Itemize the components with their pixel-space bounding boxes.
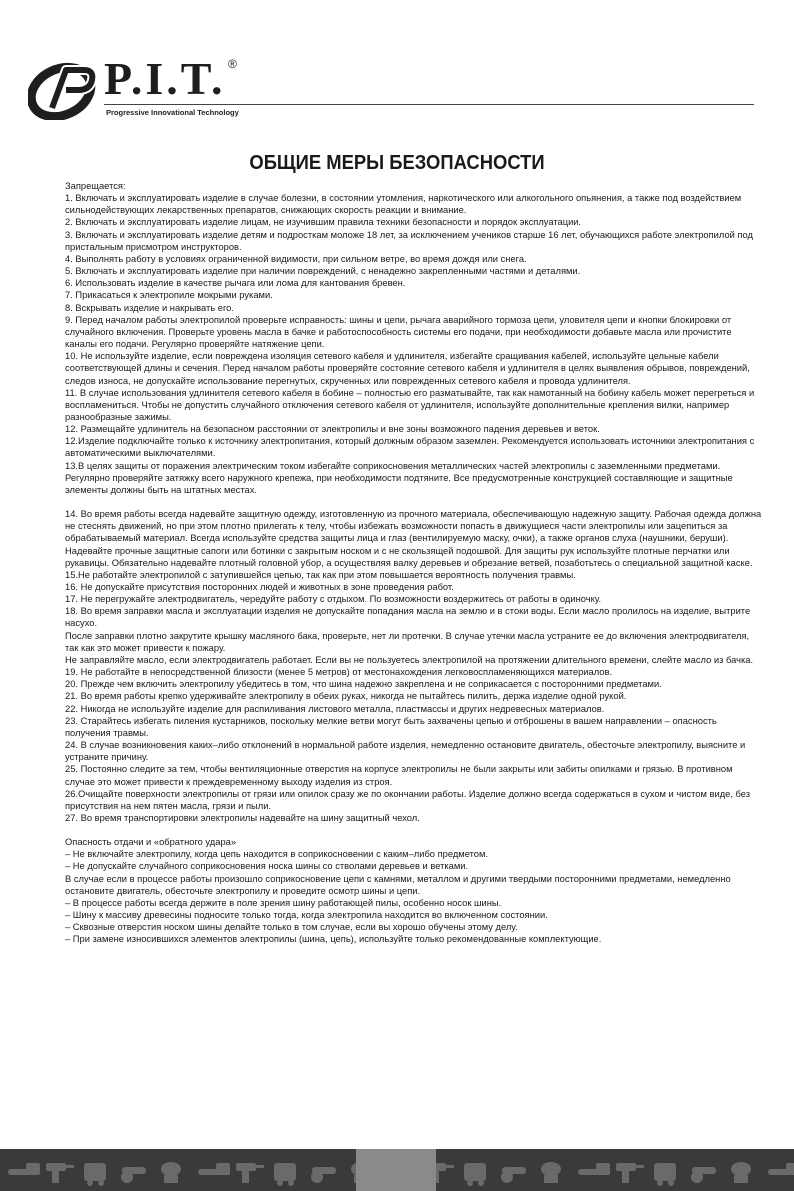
list-item: 26.Очищайте поверхности электропилы от грязи или опилок сразу же по окончании работы. Изделие должно всегда содержаться в сухом и чистом виде, без присутствия на нем пятен масла, грязи и пыли. (65, 788, 751, 811)
kickback-section (65, 836, 765, 945)
list-item: Регулярно проверяйте затяжку всего наружного крепежа, при необходимости подтяните. Все предусмотренные конструкцией составляющие и защитные элементы должны быть на штатных местах. (65, 472, 733, 495)
angle-grinder-icon (311, 1167, 336, 1183)
concrete-mixer-icon (731, 1162, 751, 1183)
list-item: – Сквозные отверстия носком шины делайте только в том случае, если вы хорошо обучены этому делу. (65, 922, 518, 933)
angle-grinder-icon (691, 1167, 716, 1183)
list-item: – Не допускайте случайного соприкосновения носка шины со стволами деревьев и ветками. (65, 861, 469, 872)
generator-icon (274, 1163, 296, 1186)
list-item: 3. Включать и эксплуатировать изделие детям и подросткам моложе 18 лет, за исключением учеников старше 16 лет, обучающихся работе электропилой под пристальным присмотром инструкторов. (65, 229, 753, 252)
list-item: 22. Никогда не используйте изделие для распиливания листового металла, пластмассы и других недревесных материалов. (65, 703, 605, 714)
list-item: 21. Во время работы крепко удерживайте электропилу в обеих руках, никогда не пытайтесь пилить, держа изделие одной рукой. (65, 691, 627, 702)
concrete-mixer-icon (541, 1162, 561, 1183)
list-item: 5. Включать и эксплуатировать изделие при наличии повреждений, с ненадежно закрепленными частями и деталями. (65, 266, 581, 277)
list-item: 15.Не работайте электропилой с затупившейся цепью, так как при этом повышается вероятность получения травмы. (65, 569, 576, 580)
list-item: 13.В целях защиты от поражения электрическим током избегайте соприкосновения металлических частей электропилы с заземленными предметами. (65, 460, 721, 471)
list-item: 2. Включать и эксплуатировать изделие лицам, не изучившим правила техники безопасности и порядок эксплуатации. (65, 217, 582, 228)
list-item: 24. В случае возникновения каких–либо отклонений в нормальной работе изделия, немедленно остановите двигатель, обесточьте электропилу, выясните и устраните причину. (65, 740, 746, 763)
list-item: 27. Во время транспортировки электропилы надевайте на шину защитный чехол. (65, 812, 420, 823)
chainsaw-icon (768, 1163, 794, 1175)
generator-icon (654, 1163, 676, 1186)
generator-icon (464, 1163, 486, 1186)
list-item: 6. Использовать изделие в качестве рычага или лома для кантования бревен. (65, 278, 406, 289)
work-safety-section (65, 508, 765, 824)
drill-icon (236, 1163, 264, 1183)
drill-icon (616, 1163, 644, 1183)
list-item: – Шину к массиву древесины подносите только тогда, когда электропила находится во включенном состоянии. (65, 910, 548, 921)
list-item: 14. Во время работы всегда надевайте защитную одежду, изготовленную из прочного материала, обеспечивающую надежную защиту. Рабочая одежда должна не стеснять движений, но при этом плотно прилегать к телу, чтобы избежать возможности попасть в движущиеся части электропилы или зацепиться за обрабатываемый материал. Всегда используйте средства защиты лица и глаз (вентилируемую маску, очки), а также органов слуха (наушники, беруши). Надевайте прочные защитные сапоги или ботинки с закрытым носком и с не скользящей подошвой. Для защиты рук используйте плотные перчатки или рукавицы. Обязательно надевайте плотный головной убор, а осуществляя валку деревьев и обрезание ветвей, позаботьтесь о специальной защитной каске. (65, 509, 762, 568)
brand-name: P.I.T. (104, 53, 226, 104)
concrete-mixer-icon (161, 1162, 181, 1183)
chainsaw-icon (198, 1163, 230, 1175)
generator-icon (84, 1163, 106, 1186)
prohibitions-section (65, 180, 765, 496)
list-item: 23. Старайтесь избегать пиления кустарников, поскольку мелкие ветви могут быть захвачены цепью и отброшены в вашем направлении – опасность получения травмы. (65, 715, 717, 738)
list-item: 10. Не используйте изделие, если повреждена изоляция сетевого кабеля и удлинителя, избегайте сращивания кабелей, используйте цельные кабели соответствующей длины и сечения. Перед началом работы проверяйте состояние сетевого кабеля и удлинителя в целях выявления обрывов, повреждений, следов износа, не допускайте использование перегнутых, скрученных или поврежденных сетевого кабеля и провода удлинителя. (65, 351, 750, 386)
list-item: – При замене износившихся элементов электропилы (шина, цепь), используйте только рекомендованные комплектующие. (65, 934, 602, 945)
section-intro: Запрещается: (65, 181, 126, 191)
list-item: 19. Не работайте в непосредственной близости (менее 5 метров) от местонахождения легковоспламеняющихся материалов. (65, 667, 613, 678)
section-intro: Опасность отдачи и «обратного удара» (65, 837, 237, 848)
pit-logo-icon (28, 58, 98, 120)
list-item: 4. Выполнять работу в условиях ограниченной видимости, при сильном ветре, во время дождя или снега. (65, 253, 527, 264)
angle-grinder-icon (501, 1167, 526, 1183)
chainsaw-icon (8, 1163, 40, 1175)
list-item: Не заправляйте масло, если электродвигатель работает. Если вы не пользуетесь электропилой на протяжении длительного времени, слейте масло из бачка. (65, 654, 754, 665)
list-item: 18. Во время заправки масла и эксплуатации изделия не допускайте попадания масла на землю и в стоки воды. Если масло пролилось на изделие, вытрите насухо. (65, 606, 751, 629)
page-header (0, 0, 794, 130)
page-number-box (356, 1149, 436, 1191)
header-divider (104, 104, 754, 105)
list-item: После заправки плотно закрутите крышку масляного бака, проверьте, нет ли протечки. В случае утечки масла устраните ее до включения электродвигателя, так как это может привести к пожару. (65, 630, 750, 653)
page-title: ОБЩИЕ МЕРЫ БЕЗОПАСНОСТИ (249, 152, 545, 174)
list-item: 12.Изделие подключайте только к источнику электропитания, который должным образом заземлен. Рекомендуется использовать источники электропитания с автоматическими выключателями. (65, 436, 755, 459)
list-item: – В процессе работы всегда держите в поле зрения шину работающей пилы, особенно носок шины. (65, 897, 502, 908)
list-item: 17. Не перегружайте электродвигатель, чередуйте работу с отдыхом. По возможности воздержитесь от работы в одиночку. (65, 594, 602, 605)
list-item: 25. Постоянно следите за тем, чтобы вентиляционные отверстия на корпусе электропилы не были закрыты или забиты опилками и грязью. В противном случае это может привести к преждевременному выходу изделия из строя. (65, 764, 733, 787)
list-item: В случае если в процессе работы произошло соприкосновение цепи с камнями, металлом и другими твердыми посторонними предметами, немедленно остановите двигатель, обесточьте электропилу и проведите осмотр шины и цепи. (65, 873, 731, 896)
list-item: – Не включайте электропилу, когда цепь находится в соприкосновении с каким–либо предметом. (65, 849, 488, 860)
document-body (65, 180, 765, 946)
list-item: 11. В случае использования удлинителя сетевого кабеля в бобине – полностью его разматывайте, так как намотанный на бобину кабель может перегреться и воспламениться. Чтобы не допустить случайного отключения сетевого кабеля от удлинителя, используйте дополнительные крепления вилки, например разнообразные зажимы. (65, 387, 755, 422)
list-item: 12. Размещайте удлинитель на безопасном расстоянии от электропилы и вне зоны возможного падения деревьев и веток. (65, 424, 600, 435)
drill-icon (46, 1163, 74, 1183)
list-item: 16. Не допускайте присутствия посторонних людей и животных в зоне проведения работ. (65, 582, 454, 592)
list-item: 20. Прежде чем включить электропилу убедитесь в том, что шина надежно закреплена и не соприкасается с посторонними предметами. (65, 679, 662, 690)
list-item: 8. Вскрывать изделие и накрывать его. (65, 302, 234, 313)
section-spacer (65, 824, 765, 836)
list-item: 7. Прикасаться к электропиле мокрыми руками. (65, 290, 273, 301)
chainsaw-icon (578, 1163, 610, 1175)
angle-grinder-icon (121, 1167, 146, 1183)
registered-mark: ® (228, 57, 237, 71)
brand-tagline: Progressive Innovational Technology (106, 108, 239, 117)
list-item: 1. Включать и эксплуатировать изделие в случае болезни, в состоянии утомления, наркотического или алкогольного опьянения, а также под воздействием сильнодействующих лекарственных препаратов, снижающих скорость реакции и внимание. (65, 193, 742, 216)
list-item: 9. Перед началом работы электропилой проверьте исправность: шины и цепи, рычага аварийного тормоза цепи, уловителя цепи и кнопки блокировки от случайного включения. Проверьте уровень масла в бачке и работоспособность системы его подачи, при необходимости добавьте масла или прочистите каналы его подачи. Регулярно проверяйте натяжение цепи. (65, 314, 732, 350)
section-spacer (65, 496, 765, 508)
